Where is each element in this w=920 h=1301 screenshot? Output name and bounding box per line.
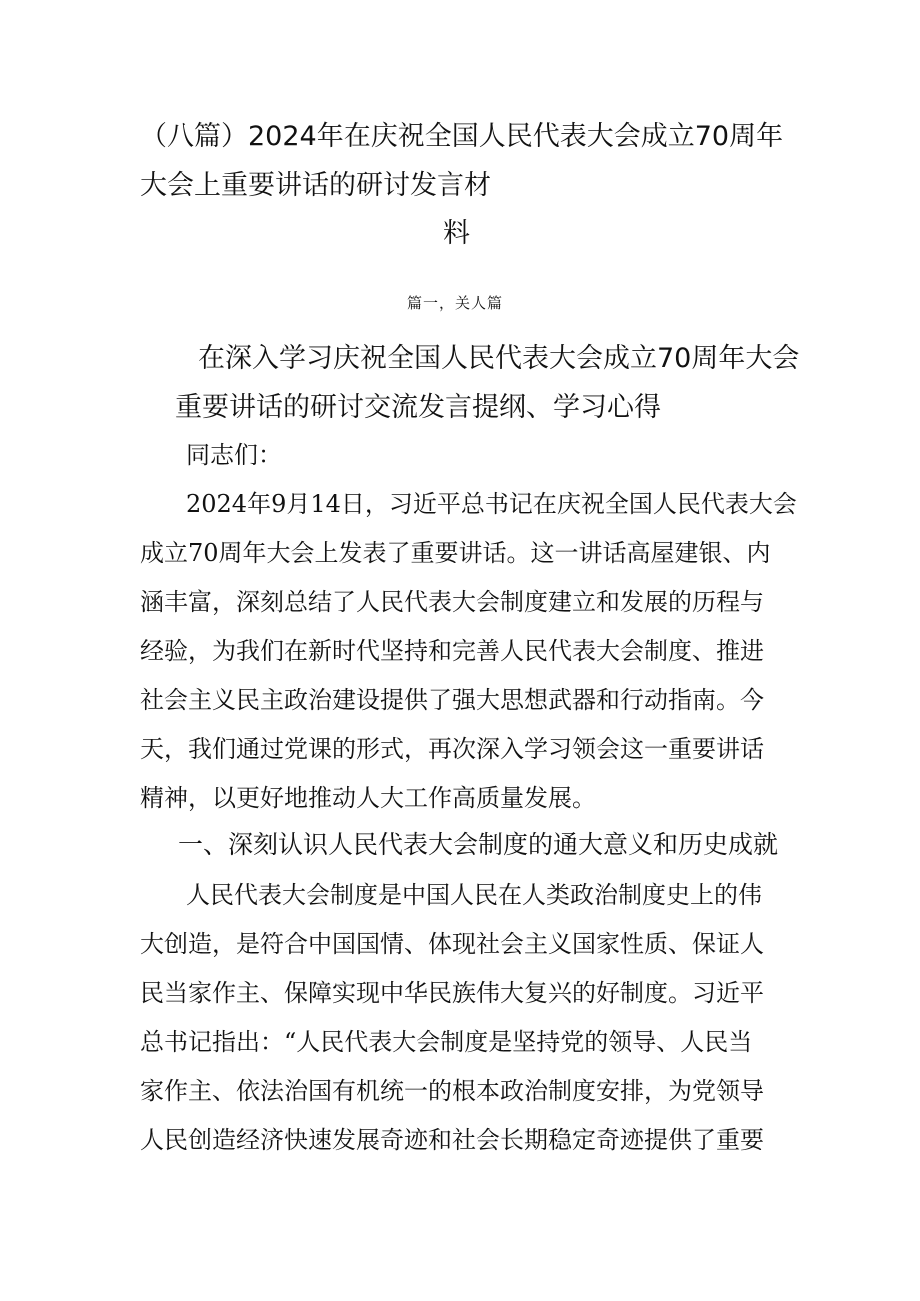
paragraph-line: 精神，以更好地推动人大工作高质量发展。 — [140, 784, 596, 812]
paragraph-line: 家作主、依法治国有机统一的根本政治制度安排，为党领导 — [140, 1077, 764, 1105]
paragraph-line: 人民代表大会制度是中国人民在人类政治制度史上的伟 — [186, 881, 762, 909]
paragraph-line: 2024年9月14日，习近平总书记在庆祝全国人民代表大会 — [186, 490, 797, 518]
paragraph-line: 涵丰富，深刻总结了人民代表大会制度建立和发展的历程与 — [140, 588, 764, 616]
paragraph-line: 民当家作主、保障实现中华民族伟大复兴的好制度。习近平 — [140, 979, 764, 1007]
section-heading-1: 一、深刻认识人民代表大会制度的通大意义和历史成就 — [178, 830, 779, 859]
document-title-line-1: （八篇）2024年在庆祝全国人民代表大会成立70周年 — [140, 121, 784, 152]
paragraph-line: 社会主义民主政治建设提供了强大思想武器和行动指南。今 — [140, 686, 764, 714]
subtitle-line-2: 重要讲话的研讨交流发言提纲、学习心得 — [175, 392, 661, 423]
paragraph-line: 大创造，是符合中国国情、体现社会主义国家性质、保证人 — [140, 930, 764, 958]
document-title-line-3: 料 — [443, 218, 470, 249]
paragraph-line: 天，我们通过党课的形式，再次深入学习领会这一重要讲话 — [140, 735, 764, 763]
salutation: 同志们： — [186, 441, 282, 469]
subtitle-line-1: 在深入学习庆祝全国人民代表大会成立70周年大会 — [198, 343, 800, 374]
paragraph-line: 成立70周年大会上发表了重要讲话。这一讲话高屋建银、内 — [140, 539, 771, 567]
paragraph-line: 人民创造经济快速发展奇迹和社会长期稳定奇迹提供了重要 — [140, 1126, 764, 1154]
document-title-line-2: 大会上重要讲话的研讨发言材 — [140, 170, 491, 201]
paragraph-line: 总书记指出：“人民代表大会制度是坚持党的领导、人民当 — [140, 1028, 753, 1056]
section-label: 篇一，关人篇 — [407, 294, 504, 312]
paragraph-line: 经验，为我们在新时代坚持和完善人民代表大会制度、推进 — [140, 637, 764, 665]
